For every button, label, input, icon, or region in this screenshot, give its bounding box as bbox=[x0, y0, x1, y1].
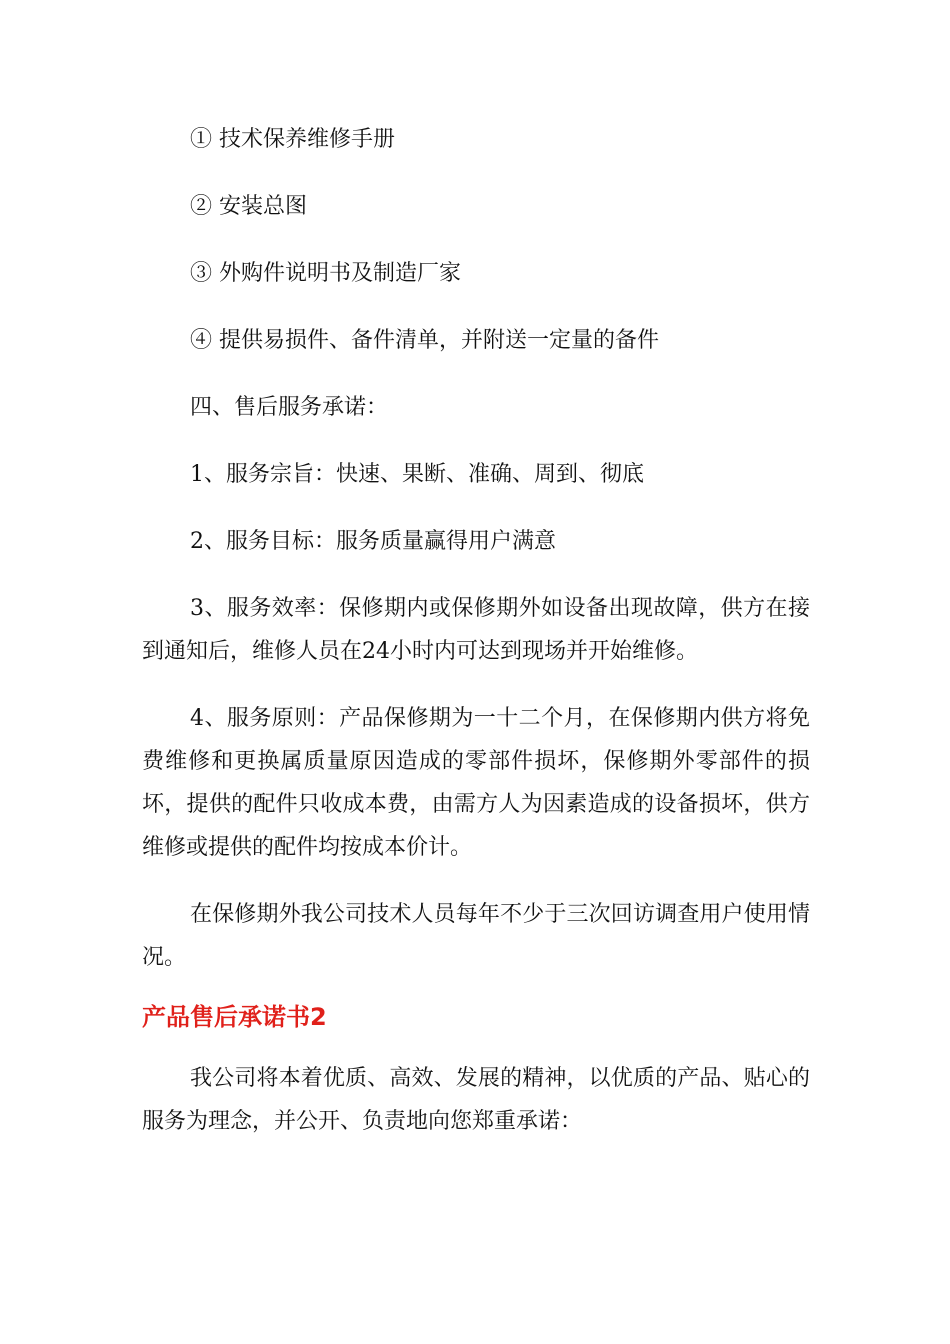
intro-paragraph: 我公司将本着优质、高效、发展的精神，以优质的产品、贴心的服务为理念，并公开、负责地向您郑重承诺： bbox=[142, 1066, 810, 1134]
section-four-title: 四、售后服务承诺： bbox=[190, 395, 389, 420]
item-3: ③ 外购件说明书及制造厂家 bbox=[190, 261, 461, 286]
document-body bbox=[142, 118, 810, 1167]
item-1: ① 技术保养维修手册 bbox=[190, 127, 395, 152]
item-2: ② 安装总图 bbox=[190, 194, 307, 219]
point-4: 4、服务原则：产品保修期为一十二个月，在保修期内供方将免费维修和更换属质量原因造成的零部件损坏，保修期外零部件的损坏，提供的配件只收成本费，由需方人为因素造成的设备损坏，供方维修或提供的配件均按成本价计。 bbox=[142, 706, 810, 860]
point-2: 2、服务目标：服务质量赢得用户满意 bbox=[190, 529, 556, 554]
section-heading-2: 产品售后承诺书2 bbox=[142, 1003, 327, 1031]
closing-paragraph: 在保修期外我公司技术人员每年不少于三次回访调查用户使用情况。 bbox=[142, 902, 810, 970]
point-3: 3、服务效率：保修期内或保修期外如设备出现故障，供方在接到通知后，维修人员在24小时内可达到现场并开始维修。 bbox=[142, 596, 810, 664]
point-1: 1、服务宗旨：快速、果断、准确、周到、彻底 bbox=[190, 462, 644, 487]
item-4: ④ 提供易损件、备件清单，并附送一定量的备件 bbox=[190, 328, 659, 353]
